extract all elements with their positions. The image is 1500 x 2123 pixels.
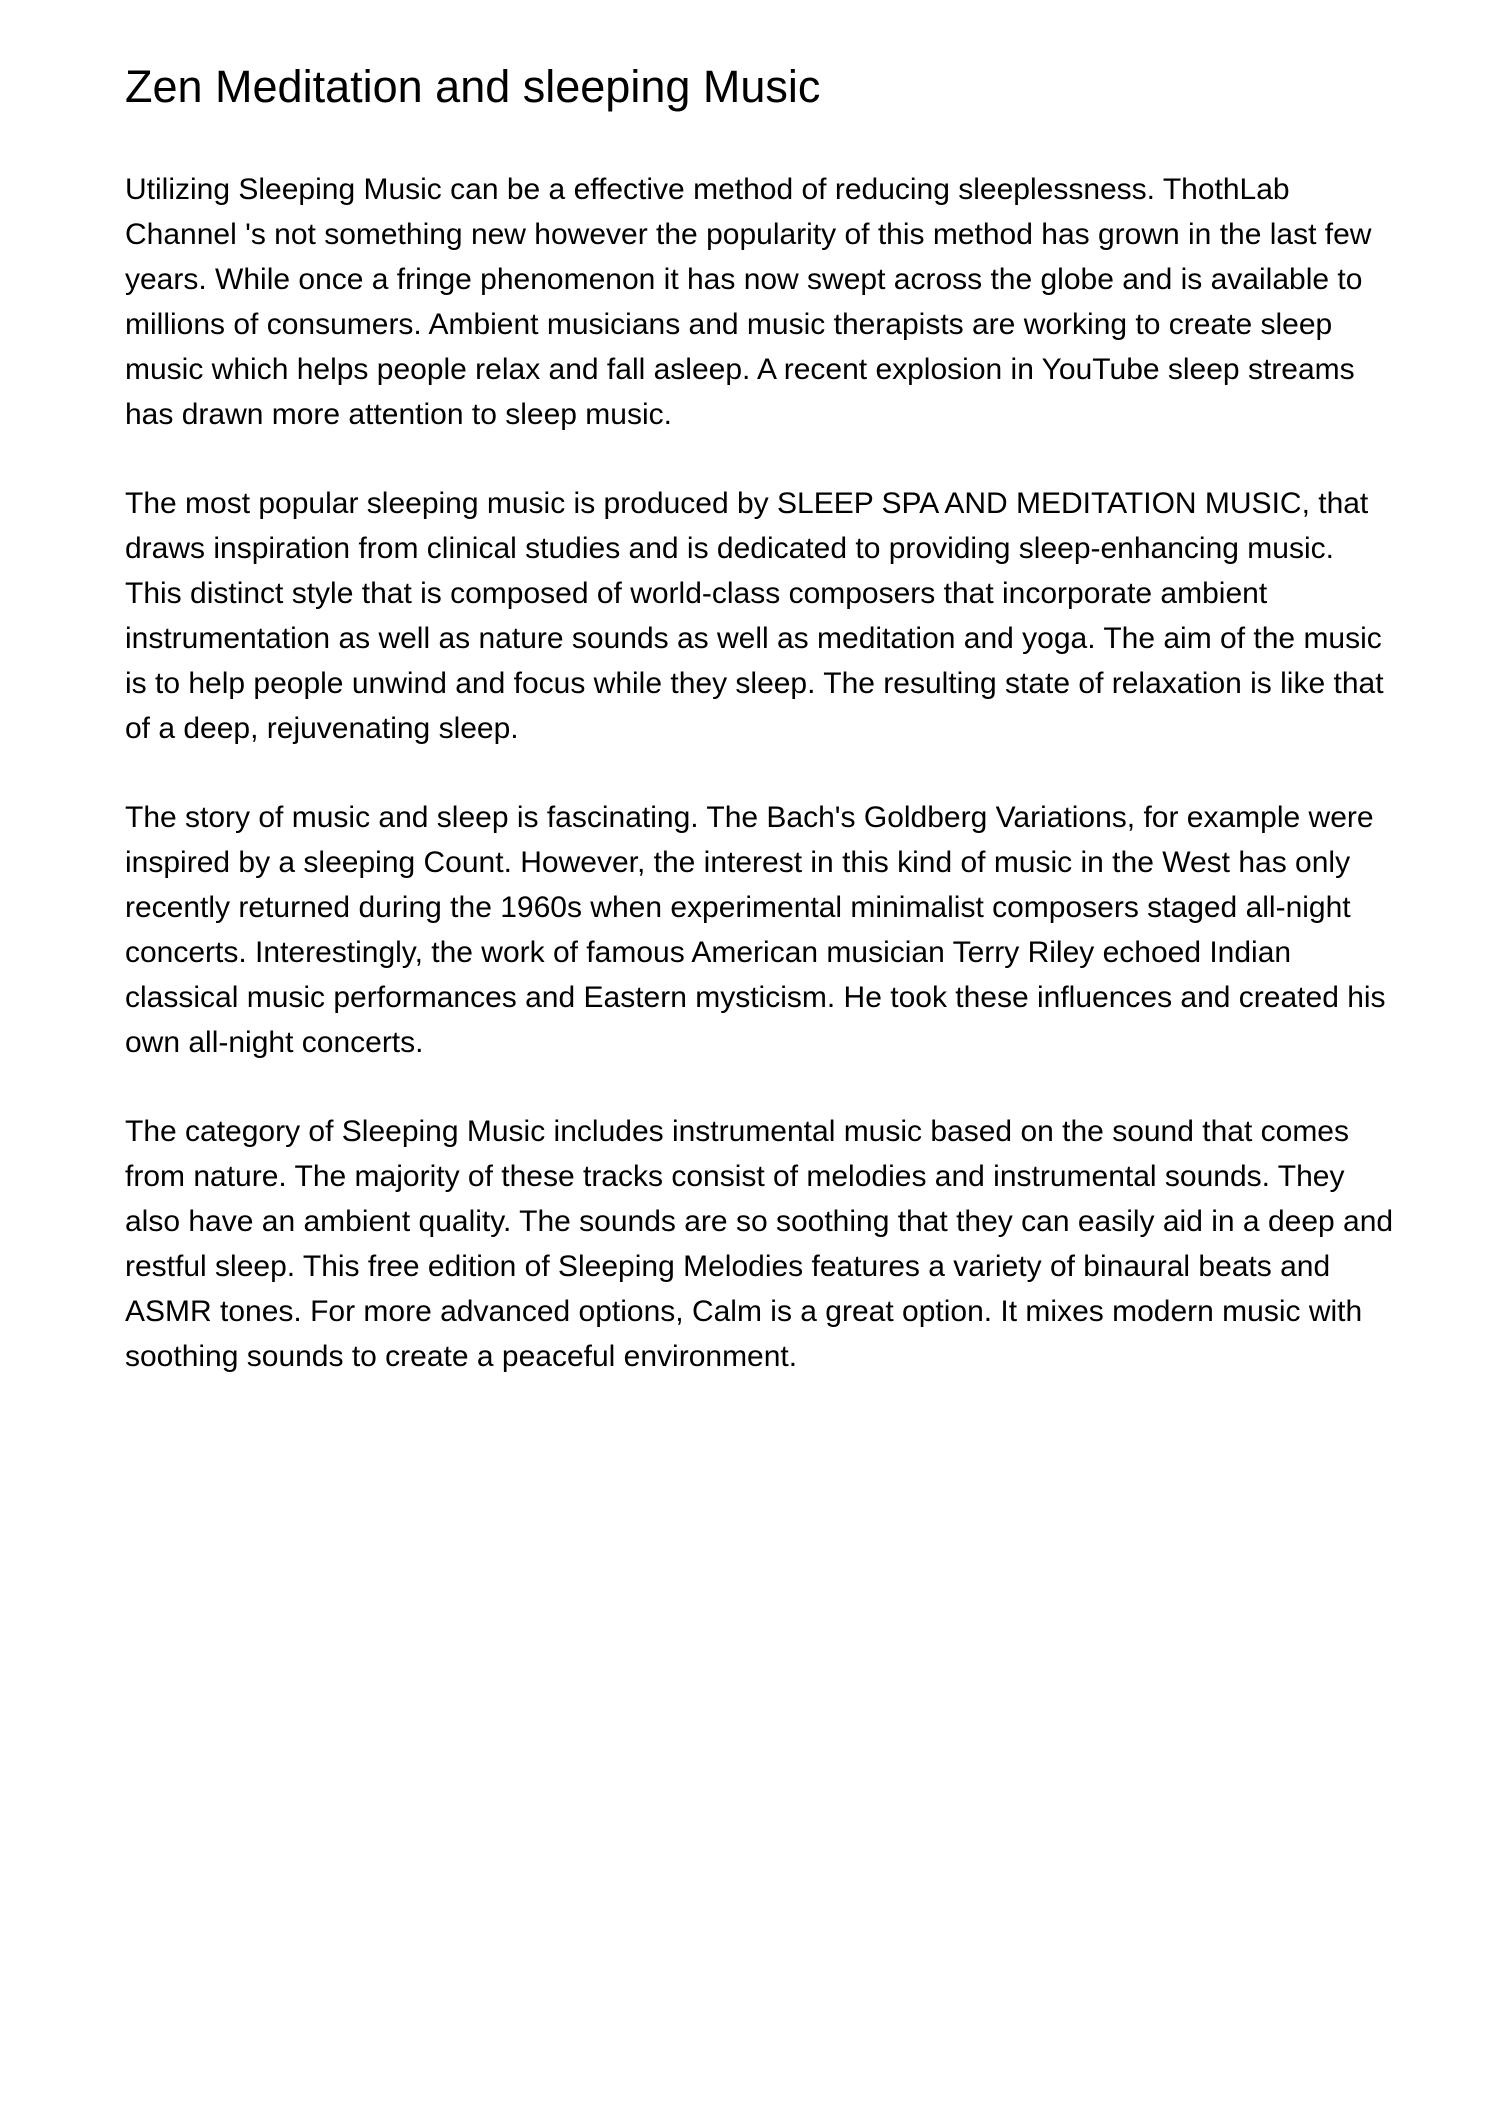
page-title: Zen Meditation and sleeping Music — [125, 61, 821, 112]
paragraph-intro: Utilizing Sleeping Music can be a effective method of reducing sleeplessness. ThothLab Channel 's not something new however the popularity of this method has grown in the last few years. While once a fringe phenomenon it has now swept across the globe and is available to millions of consumers. Ambient musicians and music therapists are working to create sleep music which helps people relax and fall asleep. A recent explosion in YouTube sleep streams has drawn more attention to sleep music. — [125, 172, 1372, 431]
paragraph-popular-music: The most popular sleeping music is produced by SLEEP SPA AND MEDITATION MUSIC, that draws inspiration from clinical studies and is dedicated to providing sleep-enhancing music. This distinct style that is composed of world-class composers that incorporate ambient instrumentation as well as nature sounds as well as meditation and yoga. The aim of the music is to help people unwind and focus while they sleep. The resulting state of relaxation is like that of a deep, rejuvenating sleep. — [125, 486, 1384, 745]
paragraph-category: The category of Sleeping Music includes instrumental music based on the sound that comes from nature. The majority of these tracks consist of melodies and instrumental sounds. They also have an ambient quality. The sounds are so soothing that they can easily aid in a deep and restful sleep. This free edition of Sleeping Melodies features a variety of binaural beats and ASMR tones. For more advanced options, Calm is a great option. It mixes modern music with soothing sounds to create a peaceful environment. — [125, 1114, 1394, 1373]
document-content — [125, 61, 1395, 1379]
paragraph-history: The story of music and sleep is fascinating. The Bach's Goldberg Variations, for example were inspired by a sleeping Count. However, the interest in this kind of music in the West has only recently returned during the 1960s when experimental minimalist composers staged all-night concerts. Interestingly, the work of famous American musician Terry Riley echoed Indian classical music performances and Eastern mysticism. He took these influences and created his own all-night concerts. — [125, 800, 1386, 1059]
